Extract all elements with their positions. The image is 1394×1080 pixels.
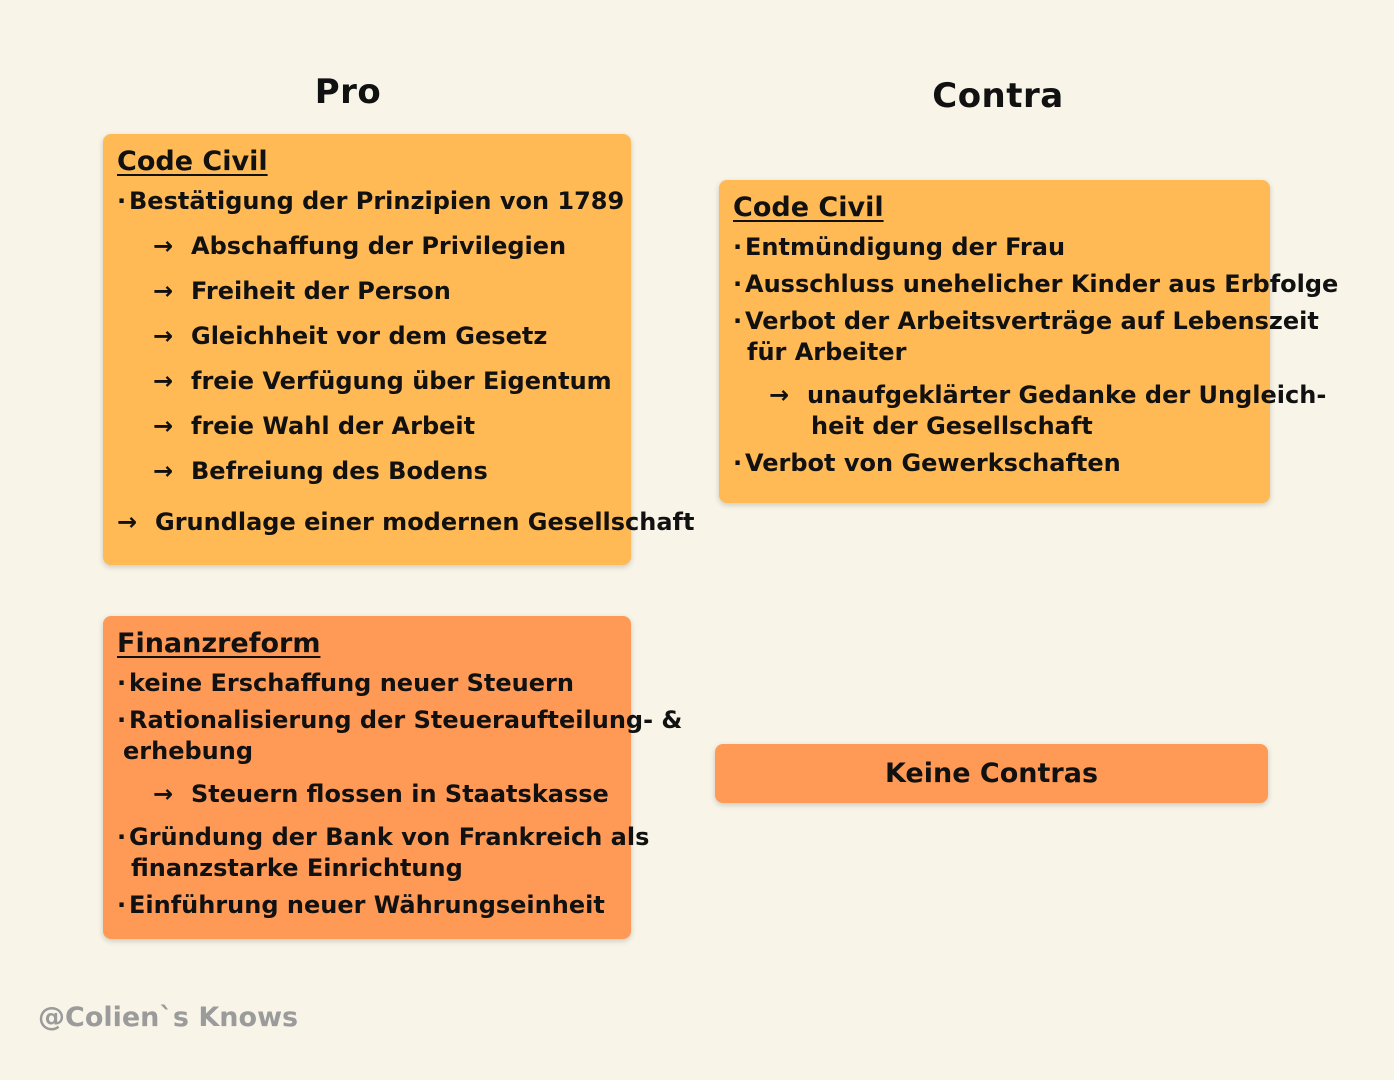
arrow-item bbox=[117, 276, 617, 307]
card-heading: Code Civil bbox=[733, 192, 884, 223]
arrow-icon: → bbox=[153, 322, 174, 350]
bullet-item: · keine Erschaffung neuer Steuern bbox=[117, 668, 617, 699]
conclusion-text: Grundlage einer modernen Gesellschaft bbox=[155, 508, 695, 536]
credit-watermark: @Colien`s Knows bbox=[38, 1002, 299, 1033]
arrow-icon: → bbox=[153, 367, 174, 395]
arrow-icon: → bbox=[769, 381, 790, 409]
arrow-item-text: Freiheit der Person bbox=[191, 277, 451, 305]
bullet-continuation: finanzstarke Einrichtung bbox=[131, 854, 463, 882]
arrow-item-text: unaufgeklärter Gedanke der Ungleich- bbox=[807, 381, 1327, 409]
contra-code-civil-card bbox=[719, 180, 1339, 503]
card-heading: Finanzreform bbox=[117, 628, 321, 659]
bullet-item: · Ausschluss unehelicher Kinder aus Erbfolge bbox=[733, 269, 1256, 300]
arrow-item bbox=[117, 456, 617, 487]
pro-column-title: Pro bbox=[314, 72, 382, 112]
bullet-item: · Entmündigung der Frau bbox=[733, 232, 1256, 263]
arrow-item bbox=[117, 411, 617, 442]
keine-contras-label: Keine Contras bbox=[884, 758, 1099, 789]
pro-code-civil-card bbox=[103, 134, 695, 565]
arrow-item-text: Gleichheit vor dem Gesetz bbox=[191, 322, 548, 350]
arrow-icon: → bbox=[153, 232, 174, 260]
contra-column-title: Contra bbox=[932, 76, 1064, 116]
bullet-item: · Gründung der Bank von Frankreich als bbox=[117, 822, 617, 853]
bullet-continuation: erhebung bbox=[123, 737, 254, 765]
card-heading: Code Civil bbox=[117, 146, 268, 177]
bullet-item: · Rationalisierung der Steueraufteilung- & bbox=[117, 705, 617, 736]
arrow-item bbox=[117, 231, 617, 262]
bullet-continuation: für Arbeiter bbox=[747, 338, 907, 366]
arrow-item-text: freie Verfügung über Eigentum bbox=[191, 367, 612, 395]
arrow-icon: → bbox=[153, 277, 174, 305]
arrow-continuation: heit der Gesellschaft bbox=[811, 412, 1093, 440]
arrow-icon: → bbox=[153, 412, 174, 440]
arrow-item bbox=[733, 380, 1327, 411]
arrow-icon: → bbox=[117, 508, 138, 536]
arrow-item bbox=[117, 321, 617, 352]
arrow-item-text: Befreiung des Bodens bbox=[191, 457, 488, 485]
bullet-item: · Verbot der Arbeitsverträge auf Lebenszeit bbox=[733, 306, 1256, 337]
arrow-item-text: Abschaffung der Privilegien bbox=[191, 232, 567, 260]
arrow-item-text: Steuern flossen in Staatskasse bbox=[191, 780, 609, 808]
conclusion-item bbox=[117, 507, 695, 538]
arrow-icon: → bbox=[153, 780, 174, 808]
bullet-item: · Bestätigung der Prinzipien von 1789 bbox=[117, 186, 617, 217]
keine-contras-card bbox=[715, 744, 1268, 803]
arrow-item bbox=[117, 779, 617, 810]
bullet-item: · Verbot von Gewerkschaften bbox=[733, 448, 1256, 479]
bullet-item: · Einführung neuer Währungseinheit bbox=[117, 890, 617, 921]
arrow-item-text: freie Wahl der Arbeit bbox=[191, 412, 476, 440]
arrow-item bbox=[117, 366, 617, 397]
arrow-icon: → bbox=[153, 457, 174, 485]
pro-finanzreform-card bbox=[103, 616, 683, 939]
